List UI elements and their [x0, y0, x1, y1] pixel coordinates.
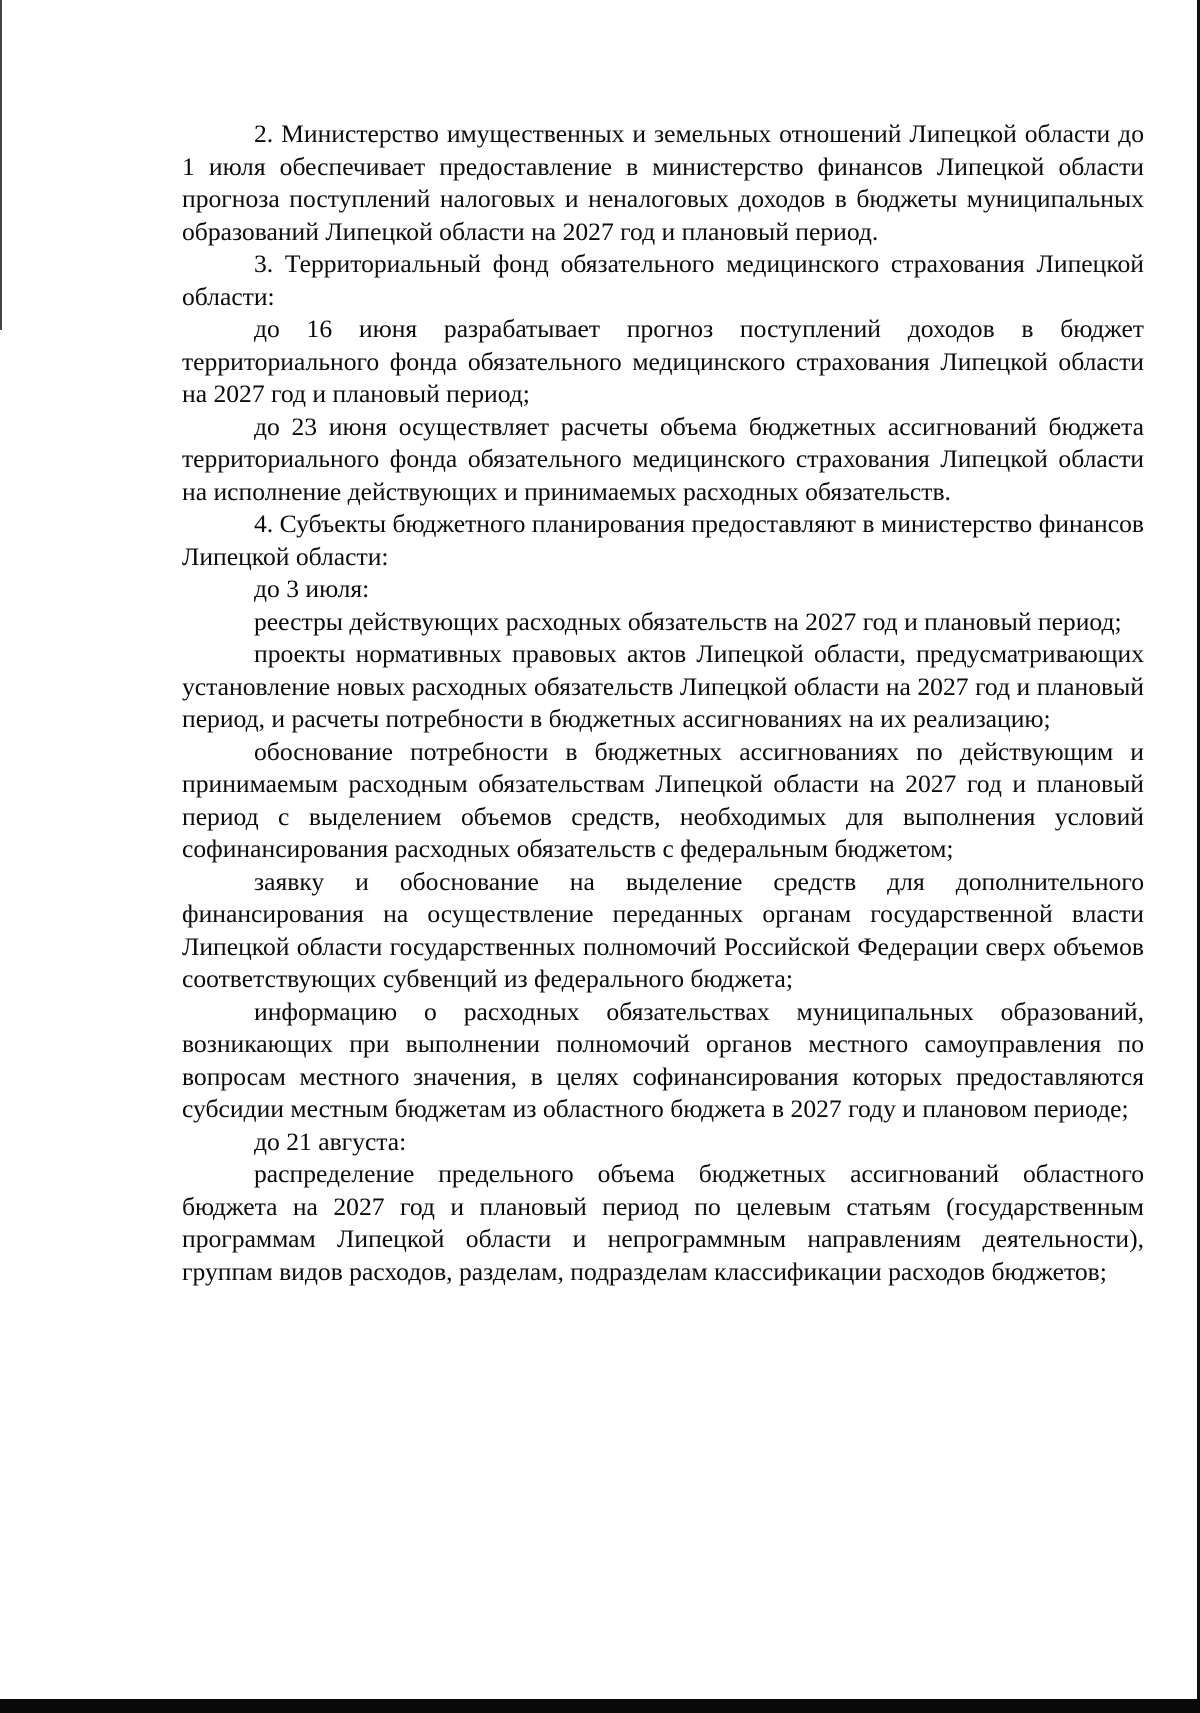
scan-bottom-edge	[0, 1699, 1200, 1713]
paragraph-justification: обоснование потребности в бюджетных ассигнованиях по действующим и принимаемым расходным обязательствам Липецкой области на 2027 год и плановый период с выделением объемов средств, необходимых для выполнения условий софинансирования расходных обязательств с федеральным бюджетом;	[182, 736, 1144, 863]
paragraph-until-august-21: до 21 августа:	[254, 1126, 407, 1156]
paragraph-until-june-16: до 16 июня разрабатывает прогноз поступлений доходов в бюджет территориального фонда обязательного медицинского страхования Липецкой области на 2027 год и плановый период;	[182, 314, 1144, 408]
paragraph-until-july-3: до 3 июля:	[254, 574, 370, 603]
paragraph-distribution: распределение предельного объема бюджетных ассигнований областного бюджета на 2027 год и плановый период по целевым статьям (государственным программам Липецкой области и непрограммным направлениям деятельности), группам видов расходов, разделам, подразделам классификации расходов бюджетов;	[182, 1159, 1144, 1286]
paragraph-2-ministry-property: 2. Министерство имущественных и земельных отношений Липецкой области до 1 июля обеспечивает предоставление в министерство финансов Липецкой области прогноза поступлений налоговых и неналоговых доходов в бюджеты муниципальных образований Липецкой области на 2027 год и плановый период.	[182, 119, 1144, 246]
paragraph-4-budget-planning-subjects: 4. Субъекты бюджетного планирования предоставляют в министерство финансов Липецкой области:	[182, 509, 1144, 571]
paragraph-application: заявку и обоснование на выделение средств для дополнительного финансирования на осуществление переданных органам государственной власти Липецкой области государственных полномочий Российской Федерации сверх объемов соответствующих субвенций из федерального бюджета;	[182, 866, 1144, 993]
document-body	[182, 118, 1144, 1288]
paragraph-draft-acts: проекты нормативных правовых актов Липецкой области, предусматривающих установление новых расходных обязательств Липецкой области на 2027 год и плановый период, и расчеты потребности в бюджетных ассигнованиях на их реализацию;	[182, 639, 1144, 733]
paragraph-municipal-obligations: информацию о расходных обязательствах муниципальных образований, возникающих при выполнении полномочий органов местного самоуправления по вопросам местного значения, в целях софинансирования которых предоставляются субсидии местным бюджетам из областного бюджета в 2027 году и плановом периоде;	[182, 996, 1144, 1123]
paragraph-3-tfoms: 3. Территориальный фонд обязательного медицинского страхования Липецкой области:	[182, 249, 1144, 311]
paragraph-registers: реестры действующих расходных обязательств на 2027 год и плановый период;	[254, 606, 1122, 636]
paragraph-until-june-23: до 23 июня осуществляет расчеты объема бюджетных ассигнований бюджета территориального фонда обязательного медицинского страхования Липецкой области на исполнение действующих и принимаемых расходных обязательств.	[182, 411, 1144, 506]
scan-left-edge	[0, 0, 2, 330]
